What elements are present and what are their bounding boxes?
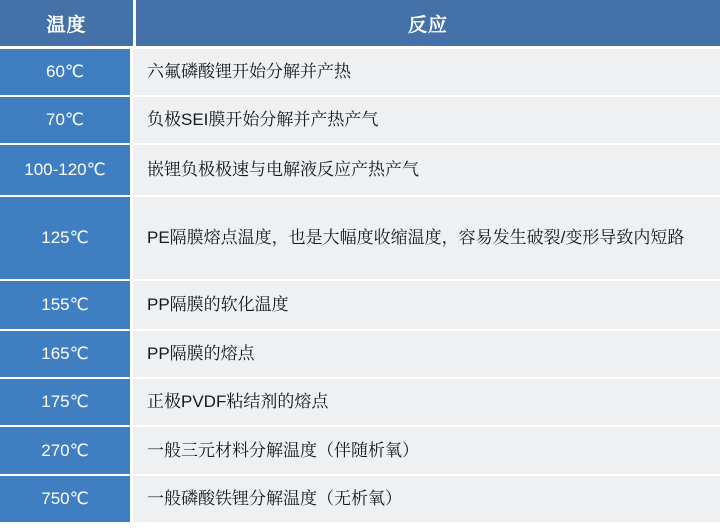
table-row: [0, 476, 720, 522]
cell-reaction: 一般三元材料分解温度（伴随析氧）: [133, 427, 720, 474]
cell-temperature: 750℃: [0, 476, 133, 522]
table-row: [0, 427, 720, 476]
cell-reaction: PP隔膜的熔点: [133, 331, 720, 377]
table-row: [0, 379, 720, 427]
cell-reaction: 嵌锂负极极速与电解液反应产热产气: [133, 145, 720, 195]
cell-reaction: PE隔膜熔点温度，也是大幅度收缩温度，容易发生破裂/变形导致内短路: [133, 197, 720, 279]
table-row: [0, 49, 720, 97]
cell-reaction: PP隔膜的软化温度: [133, 281, 720, 329]
table-row: [0, 331, 720, 379]
cell-temperature: 175℃: [0, 379, 133, 425]
table-row: [0, 281, 720, 331]
table-row: [0, 145, 720, 197]
column-header-reaction: 反应: [133, 0, 720, 46]
cell-temperature: 100-120℃: [0, 145, 133, 195]
cell-temperature: 60℃: [0, 49, 133, 95]
table-header-row: [0, 0, 720, 49]
cell-reaction: 一般磷酸铁锂分解温度（无析氧）: [133, 476, 720, 522]
cell-temperature: 125℃: [0, 197, 133, 279]
cell-temperature: 270℃: [0, 427, 133, 474]
cell-reaction: 六氟磷酸锂开始分解并产热: [133, 49, 720, 95]
cell-reaction: 负极SEI膜开始分解并产热产气: [133, 97, 720, 143]
table-row: [0, 197, 720, 281]
table-row: [0, 97, 720, 145]
column-header-temperature: 温度: [46, 14, 87, 36]
cell-reaction: 正极PVDF粘结剂的熔点: [133, 379, 720, 425]
cell-temperature: 155℃: [0, 281, 133, 329]
cell-temperature: 165℃: [0, 331, 133, 377]
table-body: [0, 49, 720, 532]
cell-temperature: 70℃: [0, 97, 133, 143]
